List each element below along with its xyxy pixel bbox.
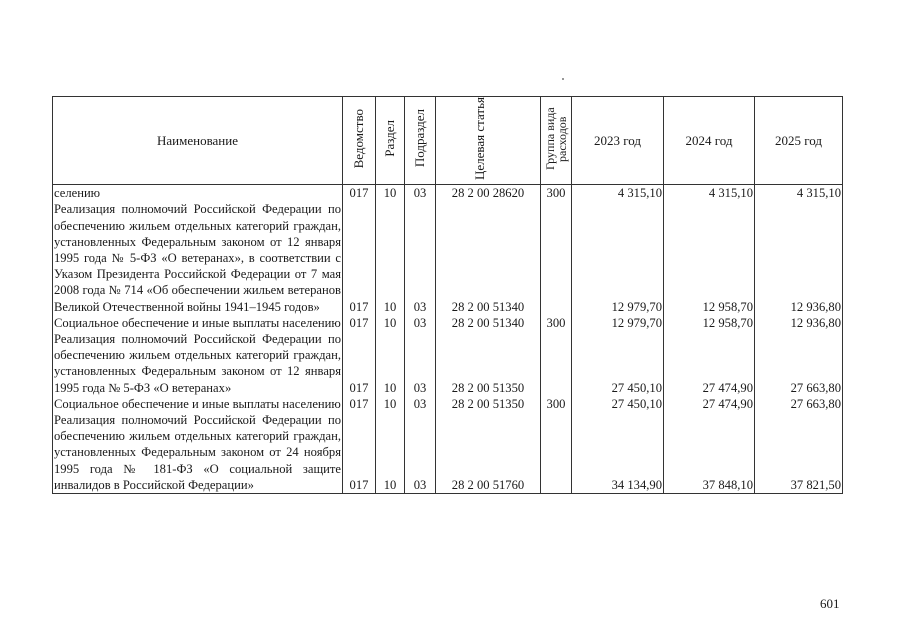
header-subsection: Подраздел: [405, 97, 436, 185]
row-name: Реализация полномочий Российской Федерации по обеспечению жильем отдельных категорий граждан, установленных Федеральным законом от 24 ноября 1995 года № 181-ФЗ «О социальной защите инвалидов в Российской Федерации»: [54, 413, 341, 492]
row-name: Реализация полномочий Российской Федерации по обеспечению жильем отдельных категорий граждан, установленных Федеральным законом от 12 января 1995 года № 5-ФЗ «О ветеранах», в соответствии с Указом Президента Российской Федерации от 7 мая 2008 года № 714 «Об обеспечении жильем ветеранов Великой Отечественной войны 1941–1945 годов»: [54, 202, 341, 314]
table-header-row: [53, 97, 843, 185]
row-subsection: 03: [405, 201, 436, 314]
row-value-2024: 37 848,10: [664, 412, 755, 494]
row-value-2023: 12 979,70: [572, 315, 664, 331]
row-expense-type: [541, 331, 572, 396]
header-expense-type-group: Группа вида расходов: [541, 97, 572, 185]
header-section: Раздел: [376, 97, 405, 185]
row-target-article: 28 2 00 51760: [436, 412, 541, 494]
header-2025: 2025 год: [755, 97, 843, 185]
row-value-2024: 4 315,10: [664, 185, 755, 202]
row-department: 017: [343, 185, 376, 202]
row-department: 017: [343, 331, 376, 396]
header-2023: 2023 год: [572, 97, 664, 185]
table-row: [53, 396, 843, 412]
row-section: 10: [376, 185, 405, 202]
row-target-article: 28 2 00 51350: [436, 396, 541, 412]
row-subsection: 03: [405, 396, 436, 412]
row-section: 10: [376, 412, 405, 494]
row-value-2025: 4 315,10: [755, 185, 843, 202]
row-expense-type: 300: [541, 315, 572, 331]
row-value-2025: 12 936,80: [755, 201, 843, 314]
row-subsection: 03: [405, 331, 436, 396]
row-value-2023: 27 450,10: [572, 331, 664, 396]
row-value-2025: 12 936,80: [755, 315, 843, 331]
header-department: Ведомство: [343, 97, 376, 185]
row-value-2023: 12 979,70: [572, 201, 664, 314]
row-value-2023: 34 134,90: [572, 412, 664, 494]
row-subsection: 03: [405, 412, 436, 494]
table-row: [53, 201, 843, 314]
row-section: 10: [376, 396, 405, 412]
row-value-2023: 27 450,10: [572, 396, 664, 412]
row-value-2024: 27 474,90: [664, 396, 755, 412]
row-subsection: 03: [405, 315, 436, 331]
scan-speck: [562, 78, 564, 80]
row-expense-type: [541, 412, 572, 494]
row-value-2023: 4 315,10: [572, 185, 664, 202]
row-name: Реализация полномочий Российской Федерации по обеспечению жильем отдельных категорий граждан, установленных Федеральным законом от 12 января 1995 года № 5-ФЗ «О ветеранах»: [54, 332, 341, 395]
table-row: [53, 185, 843, 202]
row-expense-type: [541, 201, 572, 314]
row-subsection: 03: [405, 185, 436, 202]
budget-table: [52, 96, 843, 494]
table-row: [53, 412, 843, 494]
header-2024: 2024 год: [664, 97, 755, 185]
row-department: 017: [343, 315, 376, 331]
row-value-2025: 27 663,80: [755, 331, 843, 396]
row-value-2024: 12 958,70: [664, 315, 755, 331]
header-name: Наименование: [53, 97, 343, 185]
page-number: 601: [820, 596, 840, 611]
row-section: 10: [376, 201, 405, 314]
row-department: 017: [343, 396, 376, 412]
header-target-article: Целевая статья: [436, 97, 541, 185]
row-department: 017: [343, 201, 376, 314]
row-expense-type: 300: [541, 185, 572, 202]
row-name: Социальное обеспечение и иные выплаты населению: [54, 315, 341, 330]
row-value-2025: 37 821,50: [755, 412, 843, 494]
row-department: 017: [343, 412, 376, 494]
row-value-2024: 27 474,90: [664, 331, 755, 396]
row-target-article: 28 2 00 28620: [436, 185, 541, 202]
row-name: Социальное обеспечение и иные выплаты населению: [54, 396, 341, 411]
row-section: 10: [376, 315, 405, 331]
row-name: селению: [53, 185, 343, 202]
row-value-2024: 12 958,70: [664, 201, 755, 314]
row-target-article: 28 2 00 51340: [436, 201, 541, 314]
table-row: [53, 331, 843, 396]
row-expense-type: 300: [541, 396, 572, 412]
row-section: 10: [376, 331, 405, 396]
row-target-article: 28 2 00 51350: [436, 331, 541, 396]
row-target-article: 28 2 00 51340: [436, 315, 541, 331]
table-row: [53, 315, 843, 331]
row-value-2025: 27 663,80: [755, 396, 843, 412]
